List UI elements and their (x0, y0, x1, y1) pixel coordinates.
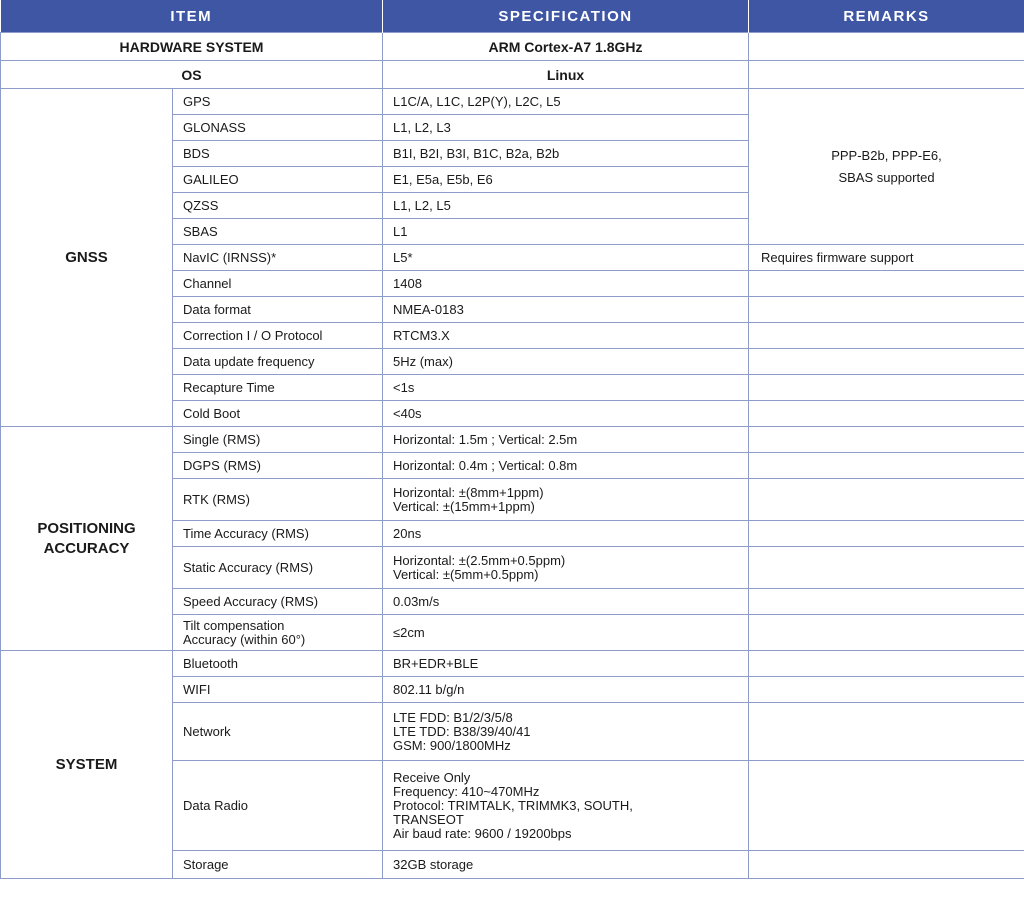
table-cell-spec: E1, E5a, E5b, E6 (383, 167, 749, 193)
table-cell-spec: ≤2cm (383, 615, 749, 651)
hardware-value: ARM Cortex-A7 1.8GHz (383, 33, 749, 61)
table-cell-spec: L1C/A, L1C, L2P(Y), L2C, L5 (383, 89, 749, 115)
table-cell-spec (383, 703, 749, 761)
sys-row-bluetooth (1, 651, 1024, 677)
table-cell-item: Network (173, 703, 383, 761)
table-cell-remark (749, 297, 1024, 323)
hardware-label: HARDWARE SYSTEM (1, 33, 383, 61)
table-cell-remark (749, 851, 1024, 879)
table-cell-spec: L1 (383, 219, 749, 245)
remark-line: PPP-B2b, PPP-E6, (831, 147, 942, 163)
table-cell-remark (749, 453, 1024, 479)
table-cell-spec: L1, L2, L3 (383, 115, 749, 141)
table-cell-remark (749, 521, 1024, 547)
gnss-ppp-remark (749, 89, 1024, 245)
table-cell-spec: Horizontal: 0.4m ; Vertical: 0.8m (383, 453, 749, 479)
table-cell-spec (383, 479, 749, 521)
table-cell-item: Cold Boot (173, 401, 383, 427)
group-label-line: POSITIONING (37, 519, 136, 537)
spec-line: LTE TDD: B38/39/40/41 (393, 723, 531, 739)
item-line: Accuracy (within 60°) (183, 631, 306, 647)
table-cell-item: Data update frequency (173, 349, 383, 375)
table-cell-item: WIFI (173, 677, 383, 703)
gnss-row-gps (1, 89, 1024, 115)
table-cell-remark (749, 271, 1024, 297)
table-cell-item: Time Accuracy (RMS) (173, 521, 383, 547)
header-specification: SPECIFICATION (383, 0, 749, 33)
gnss-group-label: GNSS (1, 89, 173, 427)
system-group-label: SYSTEM (1, 651, 173, 879)
table-cell-spec: <40s (383, 401, 749, 427)
table-cell-item: Correction I / O Protocol (173, 323, 383, 349)
table-cell-spec: 1408 (383, 271, 749, 297)
table-cell-item: GLONASS (173, 115, 383, 141)
spec-line: Vertical: ±(15mm+1ppm) (393, 498, 535, 514)
table-cell-spec: B1I, B2I, B3I, B1C, B2a, B2b (383, 141, 749, 167)
table-cell-item: GALILEO (173, 167, 383, 193)
table-cell-item: RTK (RMS) (173, 479, 383, 521)
spec-line: TRANSEOT (393, 811, 464, 827)
table-cell-item: Single (RMS) (173, 427, 383, 453)
table-cell-item: Data format (173, 297, 383, 323)
table-cell-item: QZSS (173, 193, 383, 219)
table-cell-remark (749, 323, 1024, 349)
table-cell-remark (749, 677, 1024, 703)
os-value: Linux (383, 61, 749, 89)
table-cell-item: Static Accuracy (RMS) (173, 547, 383, 589)
table-cell-item: GPS (173, 89, 383, 115)
spec-line: Horizontal: ±(2.5mm+0.5ppm) (393, 552, 566, 568)
table-cell-spec (383, 761, 749, 851)
header-row (1, 0, 1024, 33)
spec-line: Protocol: TRIMTALK, TRIMMK3, SOUTH, (393, 797, 633, 813)
spec-line: Vertical: ±(5mm+0.5ppm) (393, 566, 539, 582)
table-cell-item: DGPS (RMS) (173, 453, 383, 479)
table-cell-spec: <1s (383, 375, 749, 401)
os-remark (749, 61, 1024, 89)
table-cell-item: Recapture Time (173, 375, 383, 401)
table-cell-remark (749, 703, 1024, 761)
table-cell-item: BDS (173, 141, 383, 167)
gnss-navic-remark: Requires firmware support (749, 245, 1024, 271)
table-cell-spec (383, 547, 749, 589)
positioning-group-label (1, 427, 173, 651)
table-cell-remark (749, 761, 1024, 851)
header-remarks: REMARKS (749, 0, 1024, 33)
spec-line: Air baud rate: 9600 / 19200bps (393, 825, 572, 841)
hardware-row (1, 33, 1024, 61)
pos-row-single (1, 427, 1024, 453)
table-cell-spec: BR+EDR+BLE (383, 651, 749, 677)
table-cell-remark (749, 589, 1024, 615)
table-cell-spec: RTCM3.X (383, 323, 749, 349)
table-cell-remark (749, 479, 1024, 521)
table-cell-spec: 5Hz (max) (383, 349, 749, 375)
table-cell-item: Speed Accuracy (RMS) (173, 589, 383, 615)
table-cell-remark (749, 349, 1024, 375)
spec-line: Receive Only (393, 769, 471, 785)
table-cell-item: Bluetooth (173, 651, 383, 677)
table-cell-item: NavIC (IRNSS)* (173, 245, 383, 271)
header-item: ITEM (1, 0, 383, 33)
os-row (1, 61, 1024, 89)
table-cell-item (173, 615, 383, 651)
item-line: Tilt compensation (183, 617, 285, 633)
table-cell-spec: Horizontal: 1.5m ; Vertical: 2.5m (383, 427, 749, 453)
table-cell-spec: NMEA-0183 (383, 297, 749, 323)
spec-line: Horizontal: ±(8mm+1ppm) (393, 484, 544, 500)
table-cell-item: Channel (173, 271, 383, 297)
group-label-line: ACCURACY (43, 539, 130, 557)
table-cell-remark (749, 547, 1024, 589)
table-cell-item: Data Radio (173, 761, 383, 851)
table-cell-spec: 32GB storage (383, 851, 749, 879)
table-cell-spec: L5* (383, 245, 749, 271)
table-cell-item: SBAS (173, 219, 383, 245)
table-cell-remark (749, 375, 1024, 401)
remark-line: SBAS supported (838, 169, 935, 185)
table-cell-spec: 802.11 b/g/n (383, 677, 749, 703)
table-cell-spec: L1, L2, L5 (383, 193, 749, 219)
table-cell-spec: 20ns (383, 521, 749, 547)
spec-line: LTE FDD: B1/2/3/5/8 (393, 709, 513, 725)
os-label: OS (1, 61, 383, 89)
table-cell-remark (749, 427, 1024, 453)
spec-line: GSM: 900/1800MHz (393, 737, 511, 753)
table-cell-remark (749, 651, 1024, 677)
table-cell-remark (749, 615, 1024, 651)
table-cell-spec: 0.03m/s (383, 589, 749, 615)
table-cell-remark (749, 401, 1024, 427)
hardware-remark (749, 33, 1024, 61)
table-cell-item: Storage (173, 851, 383, 879)
spec-line: Frequency: 410~470MHz (393, 783, 540, 799)
